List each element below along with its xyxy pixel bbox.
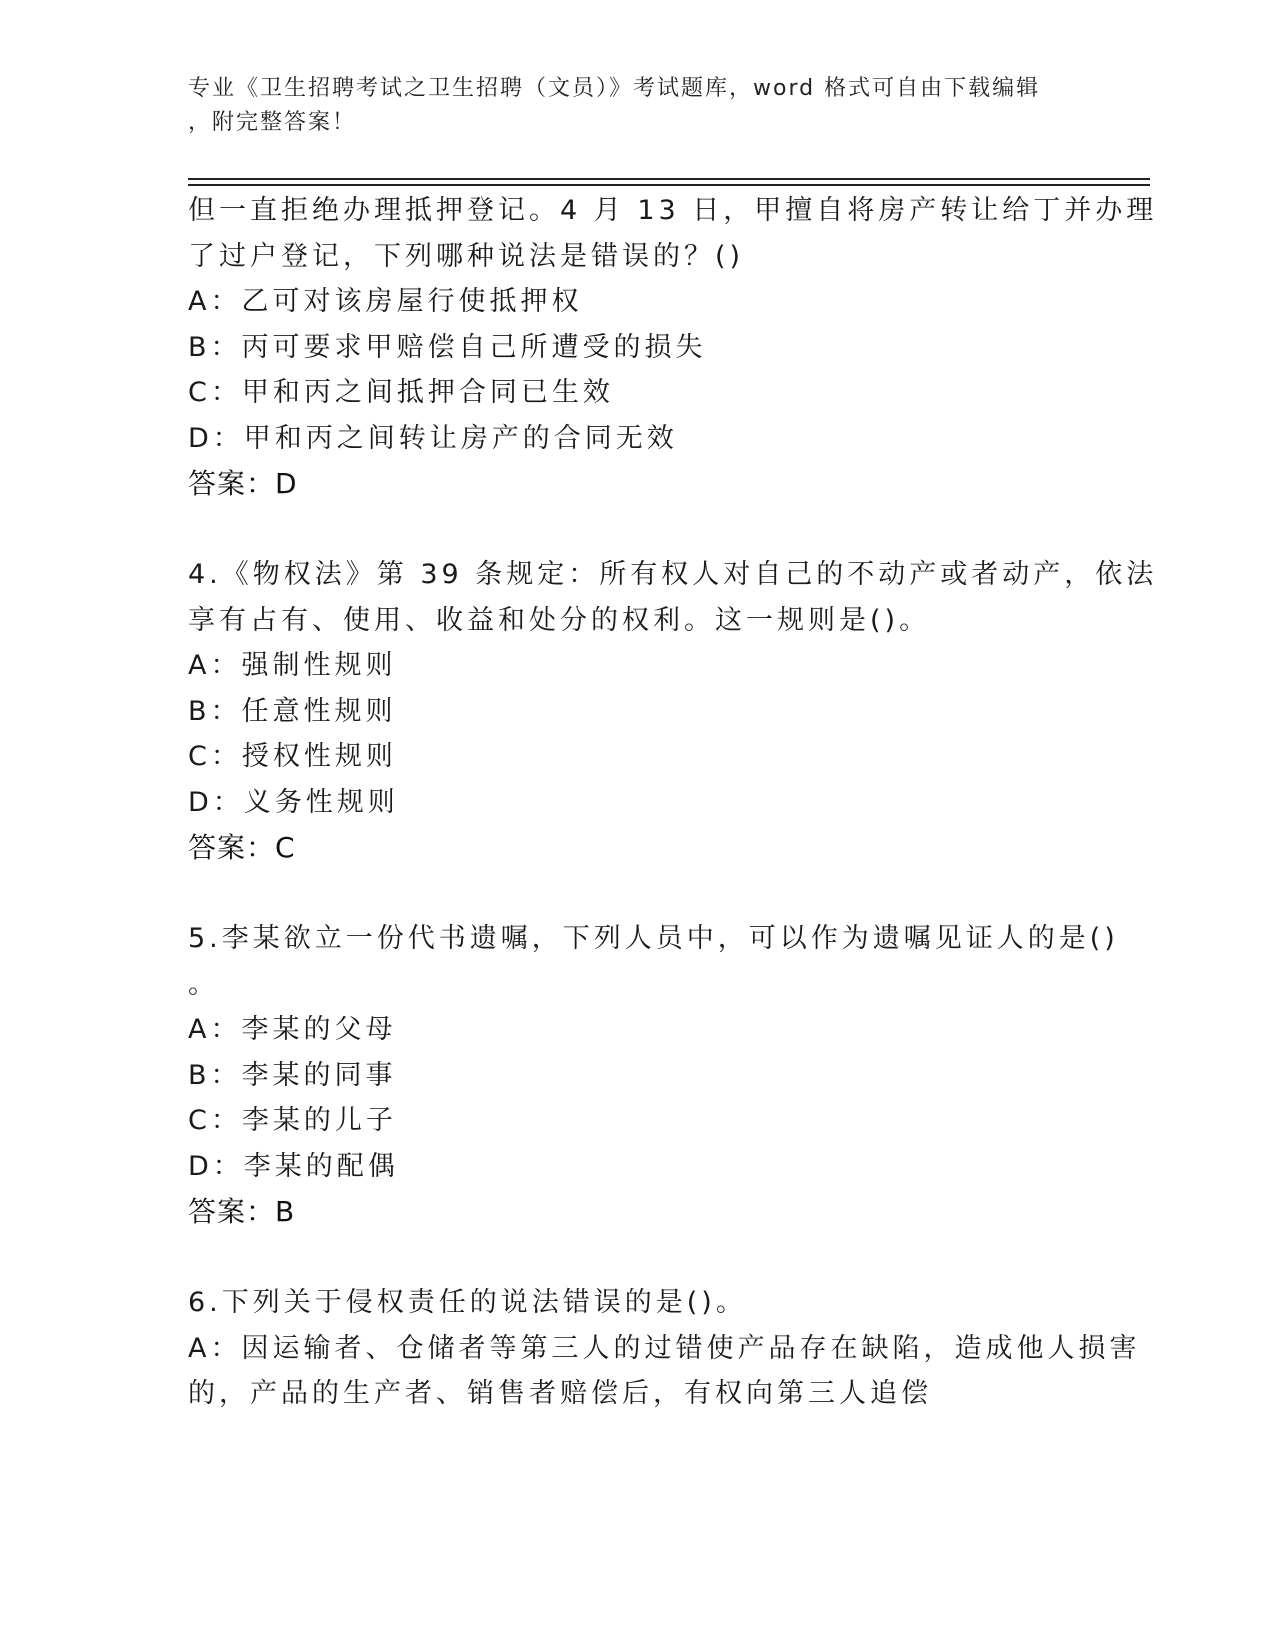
option-b: B：任意性规则	[188, 695, 397, 727]
spacer	[188, 507, 1088, 553]
question-stem-line: 。	[188, 968, 219, 1000]
question-stem-line: 4.《物权法》第 39 条规定：所有权人对自己的不动产或者动产，依法	[188, 559, 1158, 590]
question-stem-line: 但一直拒绝办理抵押登记。4 月 13 日，甲擅自将房产转让给丁并办理	[188, 195, 1158, 226]
spacer	[188, 871, 1088, 917]
option-c: C：授权性规则	[188, 741, 397, 772]
option-a-continuation: 的，产品的生产者、销售者赔偿后，有权向第三人追偿	[188, 1378, 932, 1409]
option-a: A：乙可对该房屋行使抵押权	[188, 286, 583, 317]
option-b: B：李某的同事	[188, 1059, 397, 1091]
question-stem-line: 5.李某欲立一份代书遗嘱，下列人员中，可以作为遗嘱见证人的是()	[188, 923, 1119, 954]
document-header	[188, 72, 1088, 140]
question-content	[188, 188, 1158, 1417]
header-divider-bottom	[188, 184, 1150, 186]
option-a: A：李某的父母	[188, 1014, 397, 1045]
option-c: C：李某的儿子	[188, 1105, 397, 1136]
question-3	[188, 188, 1158, 507]
option-c: C：甲和丙之间抵押合同已生效	[188, 377, 614, 408]
question-stem-line: 了过户登记，下列哪种说法是错误的？()	[188, 240, 745, 272]
option-a: A：因运输者、仓储者等第三人的过错使产品存在缺陷，造成他人损害	[188, 1332, 1141, 1364]
question-6	[188, 1280, 1141, 1417]
question-4	[188, 552, 1158, 871]
header-line-1: 专业《卫生招聘考试之卫生招聘（文员）》考试题库，word 格式可自由下载编辑	[188, 76, 1041, 101]
option-d: D：甲和丙之间转让房产的合同无效	[188, 422, 678, 454]
answer-line: 答案：B	[188, 1195, 296, 1228]
spacer	[188, 1235, 1088, 1281]
header-line-2: ，附完整答案！	[188, 110, 357, 135]
answer-line: 答案：C	[188, 831, 296, 864]
answer-line: 答案：D	[188, 467, 298, 500]
question-stem-line: 6.下列关于侵权责任的说法错误的是()。	[188, 1287, 747, 1318]
header-divider-top	[188, 178, 1150, 180]
question-stem-line: 享有占有、使用、收益和处分的权利。这一规则是()。	[188, 604, 931, 636]
option-b: B：丙可要求甲赔偿自己所遭受的损失	[188, 331, 707, 363]
option-a: A：强制性规则	[188, 650, 397, 681]
option-d: D：义务性规则	[188, 786, 399, 818]
question-5	[188, 916, 1119, 1235]
option-d: D：李某的配偶	[188, 1150, 399, 1182]
